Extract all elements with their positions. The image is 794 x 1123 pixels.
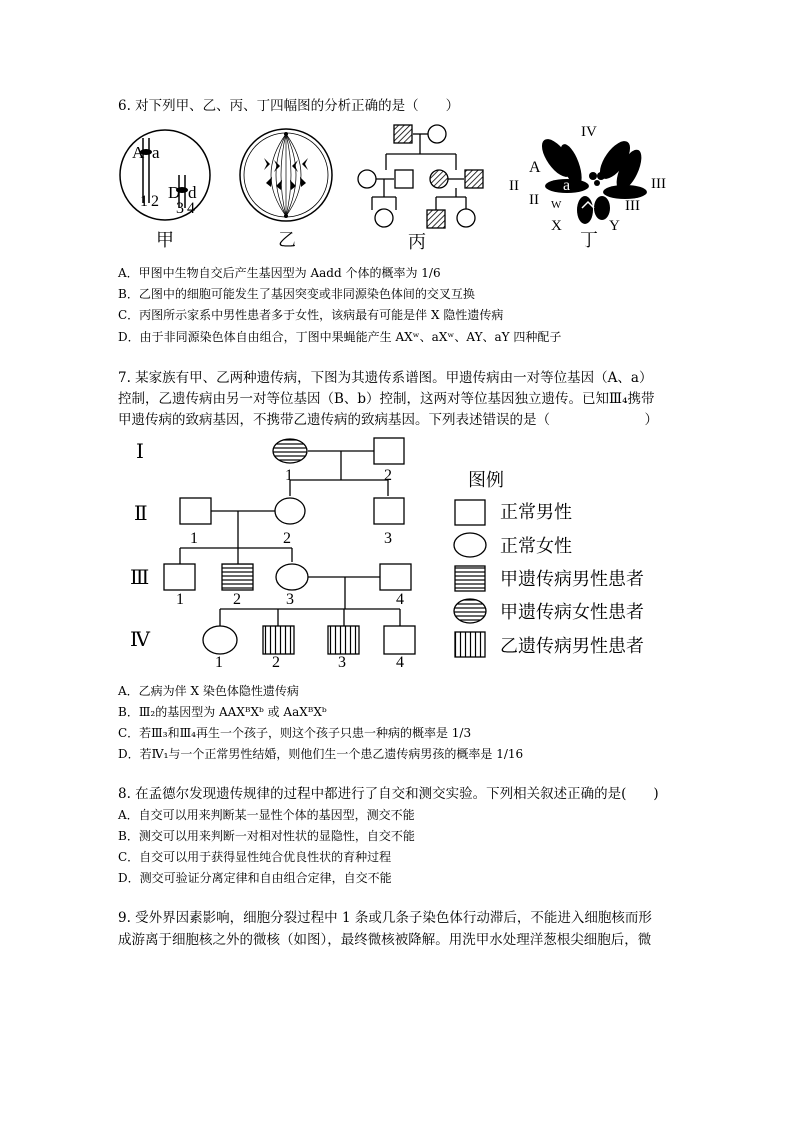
legend-item: 甲遗传病女性患者 — [500, 602, 644, 623]
ding-letter: a — [563, 177, 571, 194]
pedigree-member-iv2 — [263, 626, 294, 654]
ding-letter: A — [529, 159, 541, 176]
q8-option-c: C．自交可以用于获得显性纯合优良性状的育种过程 — [118, 850, 392, 864]
q7-option-a: A．乙病为伴 X 染色体隐性遗传病 — [118, 684, 299, 698]
q6-option-c: C．丙图所示家系中男性患者多于女性，该病最有可能是伴 X 隐性遗传病 — [118, 308, 504, 322]
q6-option-b: B．乙图中的细胞可能发生了基因突变或非同源染色体间的交叉互换 — [118, 287, 475, 301]
member-number: 1 — [285, 467, 293, 484]
q8-option-d: D．测交可验证分离定律和自由组合定律，自交不能 — [118, 871, 392, 885]
ding-letter: III — [651, 176, 666, 192]
figure-label: 乙 — [278, 230, 296, 250]
q8-option-b: B．测交可以用来判断一对相对性状的显隐性，自交不能 — [118, 829, 415, 843]
figure-yi — [236, 128, 336, 253]
q8-stem: 8. 在孟德尔发现遗传规律的过程中都进行了自交和测交实验。下列相关叙述正确的是( ) — [118, 786, 659, 802]
member-number: 3 — [286, 591, 294, 608]
figure-label: 丁 — [580, 230, 598, 250]
pedigree-member-i2 — [374, 438, 404, 464]
legend-swatch-a-female — [454, 599, 486, 623]
pedigree-member-iii4 — [380, 564, 411, 590]
legend-title: 图例 — [468, 470, 504, 491]
jia-letter: d — [188, 183, 197, 202]
pedigree-member-ii2 — [275, 498, 305, 524]
ding-letter: IV — [581, 124, 597, 140]
figure-bing — [356, 122, 496, 252]
member-number: 1 — [215, 654, 223, 671]
jia-letter: 1 — [140, 193, 148, 210]
ding-letter: W — [551, 199, 562, 211]
legend-swatch-normal-female — [454, 533, 486, 557]
member-number: 2 — [384, 467, 392, 484]
q7-stem-line: 控制，乙遗传病由另一对等位基因（B、b）控制，这两对等位基因独立遗传。已知Ⅲ₄携带 — [118, 391, 655, 407]
q7-option-d: D．若Ⅳ₁与一个正常男性结婚，则他们生一个患乙遗传病男孩的概率是 1/16 — [118, 747, 524, 761]
member-number: 4 — [396, 591, 404, 608]
q7-stem-line: 甲遗传病的致病基因，不携带乙遗传病的致病基因。下列表述错误的是（ ） — [118, 412, 658, 428]
q9-line: 成游离于细胞核之外的微核（如图），最终微核被降解。用洗甲水处理洋葱根尖细胞后，微 — [118, 932, 652, 948]
member-number: 2 — [272, 654, 280, 671]
pedigree-member-iii3 — [276, 564, 308, 590]
q6-stem: 6. 对下列甲、乙、丙、丁四幅图的分析正确的是（ ） — [118, 98, 460, 114]
generation-label: Ⅳ — [130, 629, 150, 651]
ding-letter: II — [509, 178, 519, 194]
pedigree-member-iv1 — [203, 626, 237, 654]
legend-swatch-a-male — [455, 566, 485, 591]
ding-letter: II — [529, 192, 539, 208]
figure-label: 丙 — [408, 232, 426, 252]
legend-swatch-b-male — [455, 632, 485, 657]
pedigree-member-i1 — [273, 439, 307, 463]
q9-line: 9. 受外界因素影响，细胞分裂过程中 1 条或几条子染色体行动滞后，不能进入细胞核而形 — [118, 910, 652, 926]
figure-ding — [505, 120, 675, 250]
member-number: 1 — [190, 530, 198, 547]
q6-option-a: A．甲图中生物自交后产生基因型为 Aadd 个体的概率为 1/6 — [118, 266, 441, 280]
legend-item: 乙遗传病男性患者 — [500, 636, 644, 657]
ding-letter: Y — [609, 218, 620, 234]
member-number: 2 — [233, 591, 241, 608]
legend-item: 正常女性 — [500, 536, 572, 557]
pedigree-member-iv4 — [384, 626, 415, 654]
figure-label: 甲 — [156, 230, 174, 250]
q6-option-d: D．由于非同源染色体自由组合，丁图中果蝇能产生 AXʷ、aXʷ、AY、aY 四种配子 — [118, 330, 562, 344]
ding-letter: III — [625, 198, 640, 214]
ding-letter: X — [551, 218, 562, 234]
q8-option-a: A．自交可以用来判断某一显性个体的基因型，测交不能 — [118, 808, 415, 822]
member-number: 4 — [396, 654, 404, 671]
figure-jia — [118, 128, 218, 253]
jia-letter: 2 — [151, 193, 159, 210]
member-number: 3 — [338, 654, 346, 671]
pedigree-member-iii1 — [164, 564, 195, 590]
jia-letter: 4 — [187, 200, 195, 217]
q7-option-c: C．若Ⅲ₃和Ⅲ₄再生一个孩子，则这个孩子只患一种病的概率是 1/3 — [118, 726, 472, 740]
jia-letter: A — [132, 143, 145, 162]
generation-label: Ⅲ — [130, 567, 150, 589]
generation-label: Ⅱ — [134, 503, 148, 525]
pedigree-member-ii3 — [374, 498, 404, 524]
pedigree-member-iv3 — [328, 626, 359, 654]
generation-label: Ⅰ — [136, 441, 144, 463]
member-number: 2 — [283, 530, 291, 547]
pedigree-member-ii1 — [180, 498, 211, 524]
jia-letter: a — [152, 143, 160, 162]
jia-letter: D — [168, 183, 181, 202]
legend-item: 甲遗传病男性患者 — [500, 569, 644, 590]
legend-item: 正常男性 — [500, 502, 572, 523]
q7-option-b: B．Ⅲ₂的基因型为 AAXᴮXᵇ 或 AaXᴮXᵇ — [118, 705, 327, 719]
member-number: 1 — [176, 591, 184, 608]
pedigree-chart — [118, 430, 678, 680]
q7-stem-line: 7. 某家族有甲、乙两种遗传病，下图为其遗传系谱图。甲遗传病由一对等位基因（A、a） — [118, 370, 653, 386]
member-number: 3 — [384, 530, 392, 547]
jia-letter: 3 — [176, 200, 184, 217]
legend-swatch-normal-male — [455, 500, 485, 525]
pedigree-member-iii2 — [222, 564, 253, 590]
